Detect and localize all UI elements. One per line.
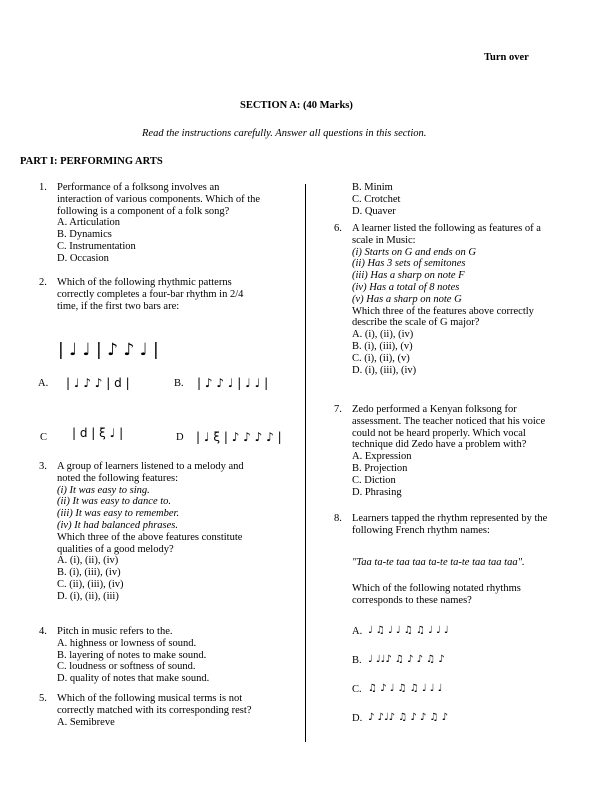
- question-block: [39, 461, 244, 603]
- question-line: B. Minim: [352, 182, 393, 193]
- question-line: (iii) Has a sharp on note F: [352, 270, 465, 282]
- question-line: A. (i), (ii), (iv): [352, 329, 414, 341]
- q8-option-rhythm: ♩ ♫ ♩ ♩ ♫ ♫ ♩ ♩ ♩: [368, 625, 449, 636]
- q2-option-a-label: A.: [38, 378, 49, 389]
- question-line: could not be heard properly. Which vocal: [352, 427, 526, 439]
- question-line: (i) It was easy to sing.: [57, 484, 150, 496]
- question-line: C. Instrumentation: [57, 240, 136, 252]
- q8-option-rhythm: ♪ ♪♩♪ ♫ ♪ ♪ ♫ ♪: [368, 712, 449, 723]
- question-line: B. Projection: [352, 462, 408, 474]
- question-line: B. (i), (iii), (v): [352, 340, 413, 352]
- q8-option-label: C.: [352, 684, 362, 695]
- q2-option-d-label: D: [176, 432, 184, 443]
- question-line: scale in Music:: [352, 234, 416, 246]
- question-block: [39, 693, 252, 728]
- question-line: D. (i), (ii), (iii): [57, 590, 119, 602]
- question-line: B. Dynamics: [57, 229, 112, 241]
- question-line: (ii) It was easy to dance to.: [57, 496, 172, 508]
- q2-option-a-rhythm: | ♩ ♪ ♪ | d |: [66, 376, 130, 390]
- question-block: [39, 182, 261, 265]
- question-block: [334, 404, 546, 498]
- question-line: qualities of a good melody?: [57, 543, 174, 555]
- question-line: time, if the first two bars are:: [57, 300, 180, 312]
- q2-option-c-rhythm: | d | ξ ♩ |: [72, 426, 124, 440]
- question-line: C. (i), (ii), (v): [352, 352, 410, 364]
- question-line: (ii) Has 3 sets of semitones: [352, 258, 466, 270]
- question-line: Which of the following rhythmic patterns: [57, 277, 232, 288]
- question-line: (iv) Has a total of 8 notes: [352, 281, 460, 293]
- question-line: D. Occasion: [57, 252, 109, 264]
- question-line: Which three of the above features constitute: [57, 531, 243, 543]
- question-line: A. Articulation: [57, 217, 120, 229]
- question-line: (iii) It was easy to remember.: [57, 508, 180, 520]
- question-number: 3.: [39, 461, 47, 472]
- question-line: Zedo performed a Kenyan folksong for: [352, 404, 517, 415]
- q2-option-d-rhythm: | ♩ ξ | ♪ ♪ ♪ ♪ |: [196, 430, 282, 444]
- question-number: 5.: [39, 693, 47, 704]
- column-divider: [305, 184, 306, 742]
- section-title: SECTION A: (40 Marks): [240, 100, 353, 111]
- q2-option-c-label: C: [40, 432, 48, 443]
- question-line: C. loudness or softness of sound.: [57, 661, 196, 673]
- question-line: following French rhythm names:: [352, 524, 490, 536]
- question-line: A. Expression: [352, 451, 412, 463]
- q8-option-label: A.: [352, 626, 363, 637]
- q8-quote: "Taa ta-te taa taa ta-te ta-te taa taa taa".: [352, 557, 525, 568]
- question-line: technique did Zedo have a problem with?: [352, 439, 527, 451]
- part-title: PART I: PERFORMING ARTS: [20, 156, 163, 167]
- question-line: A. highness or lowness of sound.: [57, 637, 197, 649]
- question-line: D. (i), (iii), (iv): [352, 364, 417, 376]
- q2-option-b-rhythm: | ♪ ♪ ♩ | ♩ ♩ |: [197, 376, 269, 390]
- question-block: [352, 182, 400, 217]
- question-line: B. (i), (iii), (iv): [57, 567, 121, 579]
- question-block: [39, 277, 244, 312]
- q8-option-label: B.: [352, 655, 362, 666]
- question-block: [334, 223, 541, 376]
- turn-over: Turn over: [484, 52, 529, 63]
- question-line: A. (i), (ii), (iv): [57, 555, 119, 567]
- q2-option-b-label: B.: [174, 378, 184, 389]
- question-line: Which three of the features above correctly: [352, 305, 534, 317]
- question-line: (i) Starts on G and ends on G: [352, 246, 476, 258]
- question-line: (iv) It had balanced phrases.: [57, 519, 179, 531]
- question-number: 6.: [334, 223, 342, 234]
- q8-question-line: Which of the following notated rhythms: [352, 583, 521, 594]
- q8-option-rhythm: ♫ ♪ ♩ ♫ ♫ ♩ ♩ ♩: [368, 683, 443, 694]
- question-line: correctly matched with its corresponding rest?: [57, 704, 252, 716]
- question-line: (v) Has a sharp on note G: [352, 293, 462, 305]
- question-line: C. Diction: [352, 474, 396, 486]
- question-line: A learner listed the following as features of a: [352, 223, 541, 234]
- question-number: 1.: [39, 182, 47, 193]
- q8-question-line: corresponds to these names?: [352, 595, 472, 606]
- question-line: D. quality of notes that make sound.: [57, 673, 210, 685]
- question-line: interaction of various components. Which of the: [57, 193, 261, 205]
- question-line: correctly completes a four-bar rhythm in 2/4: [57, 288, 244, 300]
- question-line: Performance of a folksong involves an: [57, 182, 220, 193]
- question-number: 8.: [334, 513, 342, 524]
- question-line: assessment. The teacher noticed that his voice: [352, 415, 546, 427]
- question-line: Which of the following musical terms is not: [57, 693, 243, 704]
- question-line: B. layering of notes to make sound.: [57, 649, 207, 661]
- question-number: 4.: [39, 626, 47, 637]
- question-number: 7.: [334, 404, 342, 415]
- question-line: D. Quaver: [352, 205, 396, 217]
- question-line: A group of learners listened to a melody and: [57, 461, 244, 472]
- question-line: D. Phrasing: [352, 486, 402, 498]
- q8-option-label: D.: [352, 713, 363, 724]
- q8-option-rhythm: ♩ ♩♩♪ ♫ ♪ ♪ ♫ ♪: [368, 654, 445, 665]
- question-line: A. Semibreve: [57, 716, 115, 728]
- question-line: noted the following features:: [57, 472, 179, 484]
- question-line: C. Crotchet: [352, 193, 401, 205]
- question-line: Learners tapped the rhythm represented by the: [352, 513, 548, 524]
- question-block: [39, 626, 210, 685]
- question-line: C. (ii), (iii), (iv): [57, 578, 124, 590]
- question-line: following is a component of a folk song?: [57, 205, 230, 217]
- question-line: describe the scale of G major?: [352, 317, 480, 329]
- instructions: Read the instructions carefully. Answer all questions in this section.: [142, 128, 427, 139]
- question-line: Pitch in music refers to the.: [57, 626, 173, 637]
- question-number: 2.: [39, 277, 47, 288]
- question-block: [334, 513, 548, 537]
- q2-given-rhythm: | ♩ ♩ | ♪ ♪ ♩ |: [58, 340, 159, 360]
